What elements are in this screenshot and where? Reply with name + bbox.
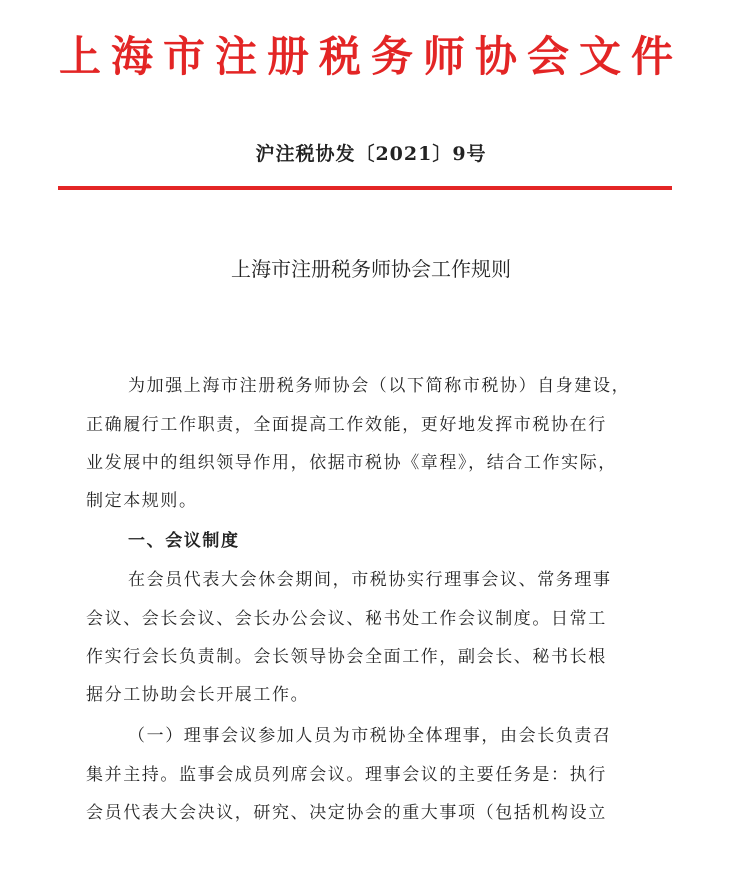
paragraph-line: 集并主持。监事会成员列席会议。理事会议的主要任务是：执行: [86, 765, 607, 785]
paragraph-line: 作实行会长负责制。会长领导协会全面工作，副会长、秘书长根: [86, 647, 607, 667]
document-body: [86, 0, 656, 873]
paragraph-line: 在会员代表大会休会期间，市税协实行理事会议、常务理事: [128, 570, 612, 590]
document-number: 沪注税协发〔2021〕9号: [255, 143, 487, 165]
masthead-title: 上海市注册税务师协会文件: [58, 32, 683, 81]
paragraph-line: 制定本规则。: [86, 491, 198, 511]
paragraph-line: 据分工协助会长开展工作。: [86, 685, 310, 705]
paragraph-line: 会员代表大会决议，研究、决定协会的重大事项（包括机构设立: [86, 803, 607, 823]
paragraph-line: 业发展中的组织领导作用，依据市税协《章程》，结合工作实际，: [86, 453, 617, 473]
document-title: 上海市注册税务师协会工作规则: [231, 257, 511, 281]
paragraph-line: 为加强上海市注册税务师协会（以下简称市税协）自身建设，: [128, 376, 631, 396]
section-heading: 一、会议制度: [128, 531, 240, 551]
paragraph-line: （一）理事会议参加人员为市税协全体理事，由会长负责召: [128, 726, 612, 746]
paragraph-line: 会议、会长会议、会长办公会议、秘书处工作会议制度。日常工: [86, 609, 607, 629]
paragraph-line: 正确履行工作职责，全面提高工作效能，更好地发挥市税协在行: [86, 415, 607, 435]
